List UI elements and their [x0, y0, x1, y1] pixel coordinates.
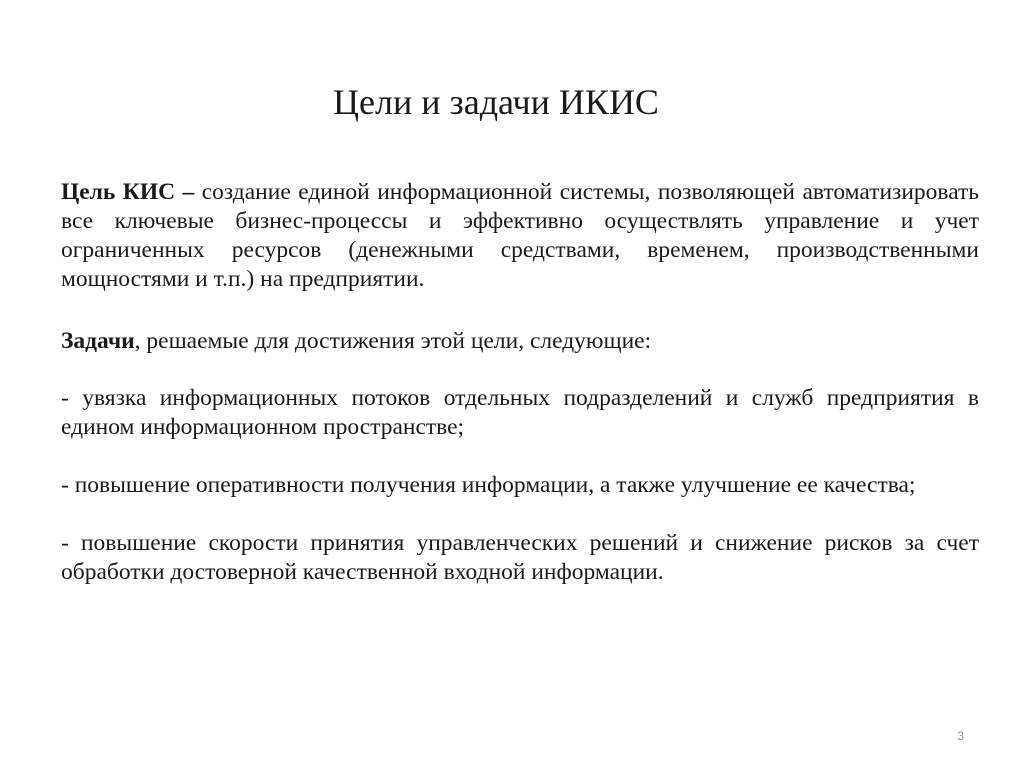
- task-item: - увязка информационных потоков отдельных подразделений и служб предприятия в едином информационном пространстве;: [61, 385, 979, 440]
- goal-label: Цель КИС –: [61, 179, 195, 205]
- tasks-text: , решаемые для достижения этой цели, следующие:: [134, 328, 652, 354]
- tasks-label: Задачи: [61, 328, 135, 354]
- slide-content: [61, 178, 979, 587]
- page-number: 3: [957, 729, 964, 743]
- tasks-paragraph: [61, 327, 979, 356]
- spacer: [61, 356, 979, 384]
- goal-paragraph: [61, 178, 979, 294]
- slide-title: Цели и задачи ИКИС: [333, 82, 659, 122]
- goal-text: создание единой информационной системы, позволяющей автоматизировать все ключевые бизнес-процессы и эффективно осуществлять управление и учет ограниченных ресурсов (денежными средствами, временем, производственными мощностями и т.п.) на предприятии.: [61, 179, 979, 292]
- task-item: - повышение оперативности получения информации, а также улучшение ее качества;: [61, 472, 916, 498]
- spacer: [61, 500, 979, 529]
- task-item: - повышение скорости принятия управленческих решений и снижение рисков за счет обработки достоверной качественной входной информации.: [61, 530, 979, 585]
- spacer: [61, 294, 979, 327]
- spacer: [61, 442, 979, 471]
